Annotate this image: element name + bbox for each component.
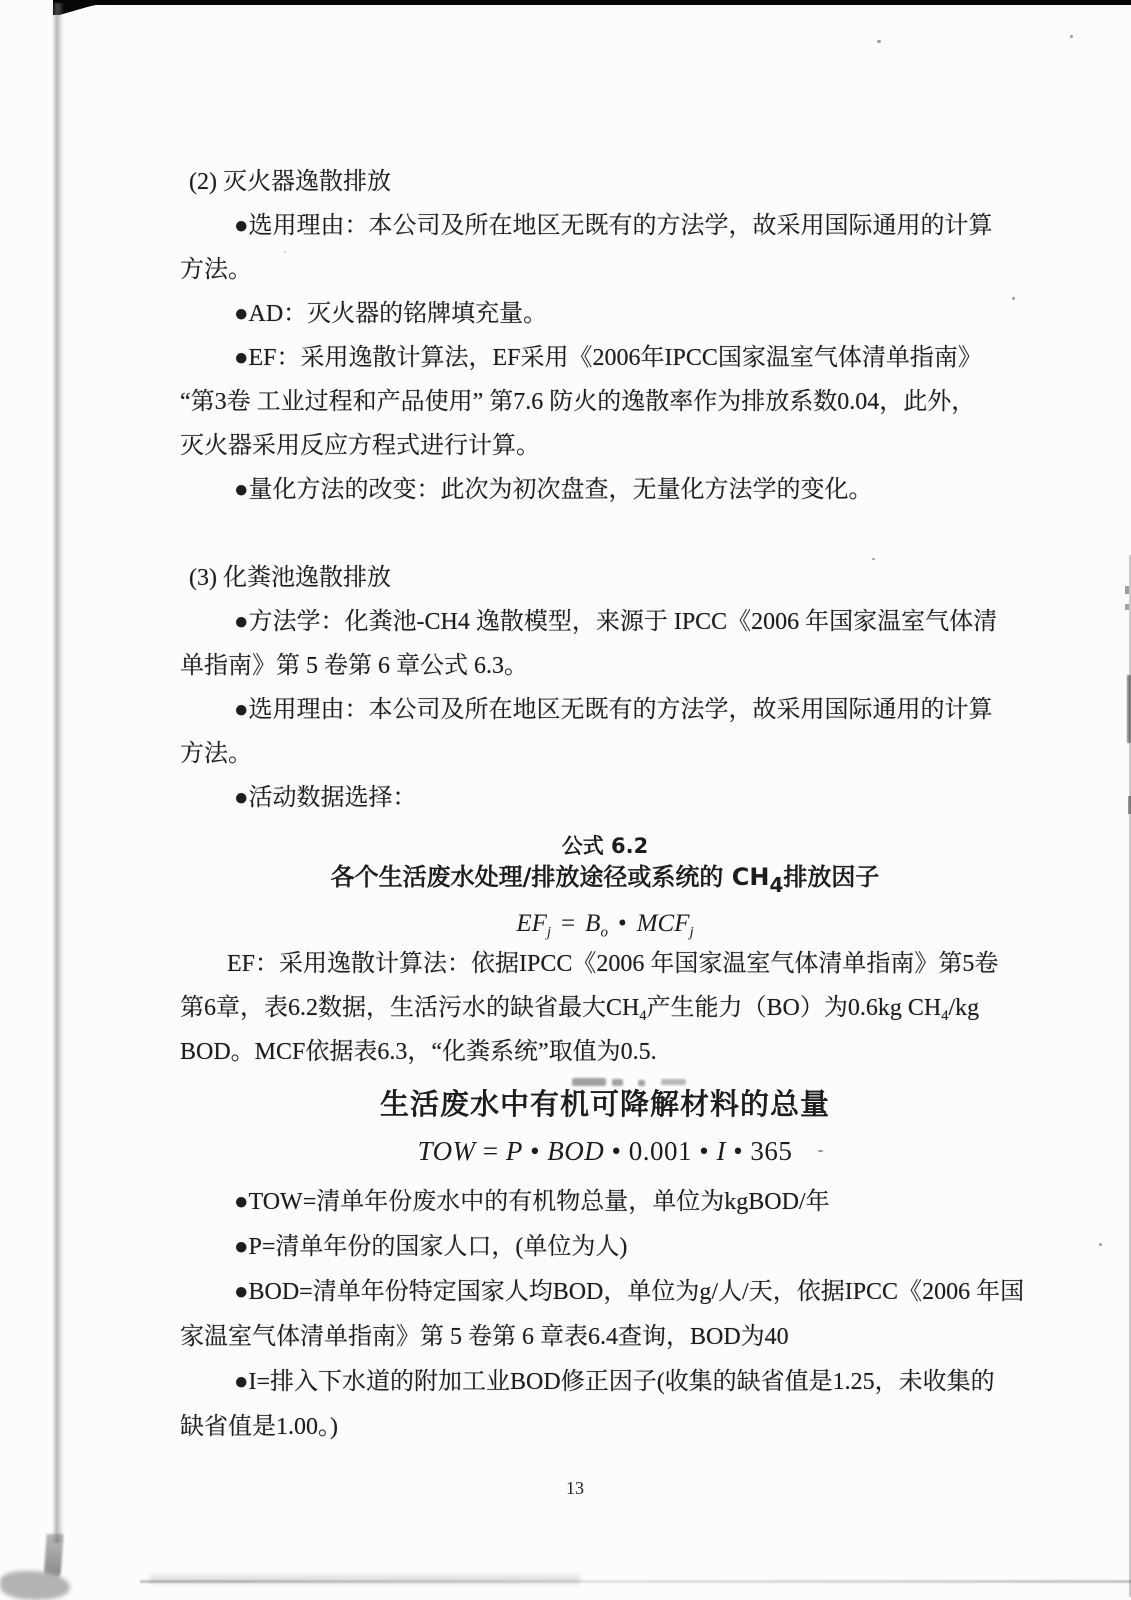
paragraph-line: EF：采用逸散计算法：依据IPCC《2006 年国家温室气体清单指南》第5卷 bbox=[227, 951, 999, 977]
paragraph-line: ●BOD=清单年份特定国家人均BOD，单位为g/人/天，依据IPCC《2006 年国 bbox=[234, 1279, 1025, 1305]
paragraph-text: 产生能力（BO）为0.6kg CH bbox=[646, 995, 942, 1021]
paragraph-line: ●方法学：化粪池-CH4 逸散模型，来源于 IPCC《2006 年国家温室气体清 bbox=[234, 609, 998, 635]
scan-edge-right-tick bbox=[1125, 604, 1129, 610]
formula-6-2-block bbox=[205, 833, 1005, 949]
math-subscript: o bbox=[600, 924, 608, 941]
paragraph-line: 单指南》第 5 卷第 6 章公式 6.3。 bbox=[180, 653, 528, 679]
math-dot-operator: • bbox=[617, 910, 627, 937]
ef-paragraph bbox=[180, 942, 999, 1074]
paragraph-line: 方法。 bbox=[180, 741, 252, 767]
ch4-subscript: 4 bbox=[941, 1008, 949, 1025]
formula-subtitle-text: 各个生活废水处理/排放途径或系统的 CH bbox=[330, 863, 770, 891]
paragraph-text: /kg bbox=[948, 995, 980, 1021]
math-term: B bbox=[585, 910, 601, 937]
paragraph-line: ●量化方法的改变：此次为初次盘查，无量化方法学的变化。 bbox=[234, 477, 873, 503]
paragraph-line: “第3卷 工业过程和产品使用” 第7.6 防火的逸散率作为排放系数0.04，此外， bbox=[180, 389, 976, 415]
math-term: TOW bbox=[417, 1136, 476, 1166]
scan-edge-left bbox=[52, 3, 64, 1543]
scan-edge-right-mark bbox=[1127, 675, 1131, 743]
scan-edge-right-tick bbox=[1125, 586, 1129, 594]
paragraph-line: 缺省值是1.00。) bbox=[180, 1414, 338, 1440]
scan-speck bbox=[1070, 35, 1073, 38]
paragraph-line: 灭火器采用反应方程式进行计算。 bbox=[180, 433, 540, 459]
math-equals: = bbox=[475, 1136, 506, 1166]
tow-formula-block bbox=[205, 1086, 1005, 1167]
scan-bottom-smudge bbox=[150, 1575, 580, 1584]
paragraph-text: 第6章，表6.2数据，生活污水的缺省最大CH bbox=[180, 995, 640, 1021]
math-subscript: j bbox=[546, 924, 552, 941]
paragraph-line: ●P=清单年份的国家人口，(单位为人) bbox=[234, 1234, 628, 1260]
math-term: BOD bbox=[547, 1136, 605, 1166]
paragraph-line: ●EF：采用逸散计算法，EF采用《2006年IPCC国家温室气体清单指南》 bbox=[234, 345, 982, 371]
math-term: P bbox=[505, 1136, 523, 1166]
math-term: I bbox=[716, 1136, 726, 1166]
math-equals: = bbox=[561, 910, 576, 937]
paragraph-line: ●AD：灭火器的铭牌填充量。 bbox=[234, 301, 548, 327]
paragraph-line: ●选用理由：本公司及所在地区无既有的方法学，故采用国际通用的计算 bbox=[234, 697, 993, 723]
paragraph-line bbox=[180, 986, 990, 1030]
section-septic-tank bbox=[180, 556, 998, 820]
formula-title: 公式 6.2 bbox=[561, 834, 649, 858]
tow-definitions bbox=[180, 1180, 1025, 1450]
math-constant: • 365 bbox=[725, 1136, 793, 1166]
section-heading: (2) 灭火器逸散排放 bbox=[189, 169, 391, 195]
section-fire-extinguisher bbox=[180, 160, 993, 512]
math-term: EF bbox=[516, 910, 547, 937]
tow-equation bbox=[205, 1135, 1005, 1167]
paragraph-line: ●TOW=清单年份废水中的有机物总量，单位为kgBOD/年 bbox=[234, 1189, 830, 1215]
math-term: MCF bbox=[636, 910, 690, 937]
formula-subtitle-text: 排放因子 bbox=[783, 863, 880, 891]
paragraph-line: 家温室气体清单指南》第 5 卷第 6 章表6.4查询，BOD为40 bbox=[180, 1324, 789, 1350]
paragraph-line: ●I=排入下水道的附加工业BOD修正因子(收集的缺省值是1.25，未收集的 bbox=[234, 1369, 995, 1395]
paragraph-line: BOD。MCF依据表6.3，“化粪系统”取值为0.5. bbox=[180, 1039, 657, 1065]
formula-subtitle-subscript: 4 bbox=[769, 873, 784, 897]
math-dot-operator: • bbox=[522, 1136, 548, 1166]
paragraph-line: ●选用理由：本公司及所在地区无既有的方法学，故采用国际通用的计算 bbox=[234, 213, 993, 239]
section-heading: (3) 化粪池逸散排放 bbox=[189, 565, 391, 591]
scan-speck bbox=[877, 40, 881, 43]
ch4-subscript: 4 bbox=[639, 1008, 647, 1025]
page-number: 13 bbox=[566, 1478, 584, 1498]
scan-edge-top bbox=[56, 0, 1131, 5]
scan-speck bbox=[1099, 1243, 1102, 1246]
scan-speck bbox=[1012, 297, 1015, 300]
math-constant: • 0.001 • bbox=[604, 1136, 717, 1166]
math-subscript: j bbox=[689, 924, 694, 941]
paragraph-line: ●活动数据选择： bbox=[234, 785, 417, 811]
paragraph-line: 方法。 bbox=[180, 257, 252, 283]
tow-title: 生活废水中有机可降解材料的总量 bbox=[379, 1087, 830, 1121]
formula-subtitle bbox=[205, 862, 1005, 900]
